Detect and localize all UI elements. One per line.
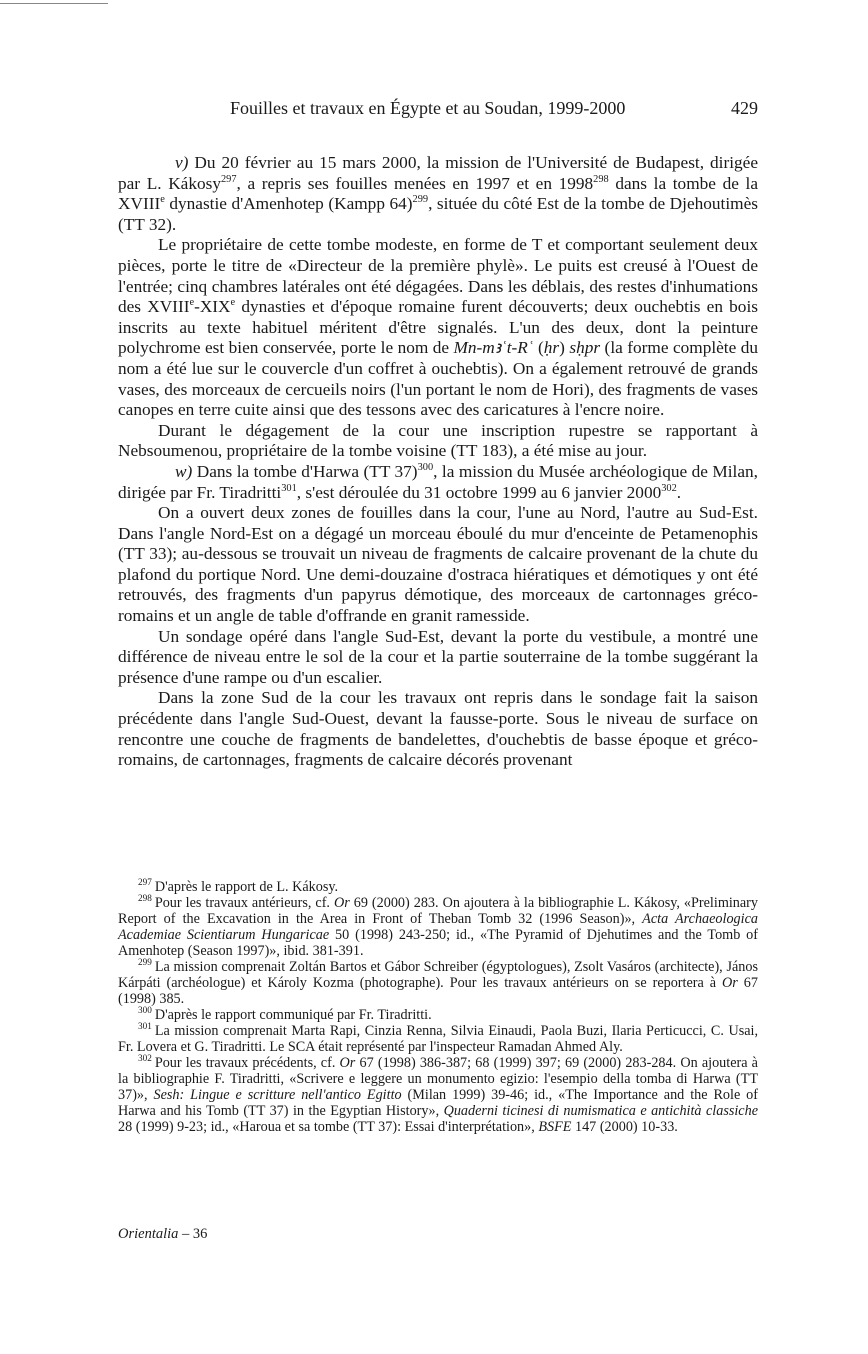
- journal-title: Sesh: Lingue e scritture nell'antico Egitto: [153, 1087, 402, 1103]
- footnote-300: $^{300}$ D'après le rapport communiqué par Fr. Tiradritti.: [138, 1005, 432, 1023]
- footnote-ref-300: 300: [417, 462, 434, 474]
- superscript-e: e: [160, 194, 165, 206]
- royal-name-part: ḥr: [543, 338, 560, 358]
- journal-title: BSFE: [538, 1119, 572, 1135]
- paragraph-sondage: Un sondage opéré dans l'angle Sud-Est, devant la porte du vestibule, a montré une différence de niveau entre le sol de la cour et la partie souterraine de la tombe suggérant la présence d'une rampe ou d'un escalier.: [118, 626, 758, 687]
- footnote-ref-297: 297: [221, 173, 237, 185]
- running-title: Fouilles et travaux en Égypte et au Soudan, 1999-2000: [230, 98, 626, 118]
- body-text: [118, 153, 758, 771]
- footnote-299: $^{299}$ La mission comprenait Zoltán Bartos et Gábor Schreiber (égyptologues), Zsolt Vasáros (architecte), János Kárpáti (archéologue) et Károly Kozma (photographe). Pour les travaux antérieurs on se reportera à Or 67 (1998) 385.: [118, 957, 758, 1007]
- paragraph-zones: On a ouvert deux zones de fouilles dans la cour, l'une au Nord, l'autre au Sud-Est. Dans l'angle Nord-Est on a dégagé un morceau éboulé du mur d'enceinte de Petamenophis (TT 33); au-dessous se trouvait un niveau de fragments de calcaire provenant de la chute du plafond du portique Nord. Une demi-douzaine d'ostraca hiératiques et démotiques y ont été retrouvés, des fragments d'un papyrus démotique, des morceaux de cartonnages gréco-romains et un angle de table d'offrande en granit ramesside.: [118, 503, 758, 626]
- paragraph-owner: Le propriétaire de cette tombe modeste, en forme de T et comportant seulement deux pièces, porte le titre de «Directeur de la première phylè». Le puits est creusé à l'Ouest de l'entrée; cinq chambres latérales ont été dégagées. Dans les déblais, des restes d'inhumations des XVIIIe-XIXe dynasties et d'époque romaine furent découverts; deux ouchebtis en bois inscrits au texte habituel méritent d'être signalés. L'un des deux, dont la peinture polychrome est bien conservée, porte le nom de Mn-mꜣʿt-Rʿ (ḥr) sḥpr (la forme complète du nom a été lue sur le couvercle d'un coffret à ouchebtis). On a également retrouvé de grands vases, des morceaux de cercueils noirs (l'un portant le nom de Hori), des fragments de vases canopes en terre cuite ainsi que des tessons avec des caricatures à l'encre noire.: [118, 235, 759, 420]
- corner-rule: [0, 3, 108, 4]
- footnote-ref-298: 298: [593, 173, 609, 185]
- journal-title: Acta Archaeologica Academiae Scientiarum Hungaricae: [118, 911, 758, 943]
- paragraph-w: w) Dans la tombe d'Harwa (TT 37)$^{300}$, la mission du Musée archéologique de Milan, dirigée par Fr. Tiradritti$^{301}$, s'est déroulée du 31 octobre 1999 au 6 janvier 2000$^{302}$.: [118, 461, 758, 502]
- superscript-e: e: [189, 297, 195, 309]
- footnote-ref-299: 299: [412, 194, 429, 206]
- footer-separator: –: [178, 1226, 193, 1242]
- paragraph-inscription: Durant le dégagement de la cour une inscription rupestre se rapportant à Nebsoumenou, propriétaire de la tombe voisine (TT 183), a été mise au jour.: [118, 420, 758, 461]
- footnote-298: $^{298}$ Pour les travaux antérieurs, cf. Or 69 (2000) 283. On ajoutera à la bibliographie L. Kákosy, «Preliminary Report of the Excavation in the Area in Front of Theban Tomb 32 (1996 Season)», Acta Archaeologica Academiae Scientiarum Hungaricae 50 (1998) 243-250; id., «The Pyramid of Djehutimes and the Tomb of Amenhotep (Season 1997)», ibid. 381-391.: [118, 893, 759, 959]
- footnotes: [118, 879, 758, 1135]
- page-number: 429: [731, 98, 758, 118]
- footnote-297: $^{297}$ D'après le rapport de L. Kákosy.: [138, 877, 339, 895]
- page-footer: [118, 1226, 207, 1243]
- superscript-e: e: [230, 297, 236, 309]
- footnote-ref-302: 302: [661, 482, 677, 494]
- paragraph-south-zone: Dans la zone Sud de la cour les travaux ont repris dans le sondage fait la saison précédente dans l'angle Sud-Ouest, devant la fausse-porte. Sous le niveau de surface on rencontre une couche de fragments de bandelettes, d'ouchebtis de basse époque et gréco-romains, de cartonnages, fragments de calcaire décorés provenant: [118, 688, 758, 770]
- running-header: [118, 98, 758, 122]
- royal-name: Mn-mꜣʿt-Rʿ: [453, 338, 534, 358]
- footnote-ref-301: 301: [281, 482, 297, 494]
- footnote-301: $^{301}$ La mission comprenait Marta Rapi, Cinzia Renna, Silvia Einaudi, Paola Buzi, Ilaria Perticucci, C. Usai, Fr. Lovera et G. Tiradritti. Le SCA était représenté par l'inspecteur Ramadan Ahmed Aly.: [118, 1021, 758, 1055]
- journal-title: Quaderni ticinesi di numismatica e antichità classiche: [443, 1103, 758, 1119]
- footer-journal: Orientalia: [118, 1226, 179, 1242]
- section-label-w: w): [175, 461, 193, 481]
- footnote-302: $^{302}$ Pour les travaux précédents, cf. Or 67 (1998) 386-387; 68 (1999) 397; 69 (2000) 283-284. On ajoutera à la bibliographie F. Tiradritti, «Scrivere e leggere un monumento egizio: l'esempio della tomba di Harwa (TT 37)», Sesh: Lingue e scritture nell'antico Egitto (Milan 1999) 39-46; id., «The Importance and the Role of Harwa and his Tomb (TT 37) in the Egyptian History», Quaderni ticinesi di numismatica e antichità classiche 28 (1999) 9-23; id., «Haroua et sa tombe (TT 37): Essai d'interprétation», BSFE 147 (2000) 10-33.: [118, 1053, 759, 1135]
- royal-name-part: sḥpr: [569, 338, 601, 358]
- paragraph-v: v) Du 20 février au 15 mars 2000, la mission de l'Université de Budapest, dirigée par L. Kákosy$^{297}$, a repris ses fouilles menées en 1997 et en 1998$^{298}$ dans la tombe de la XVIIIe dynastie d'Amenhotep (Kampp 64)$^{299}$, située du côté Est de la tombe de Djehoutimès (TT 32).: [118, 153, 758, 234]
- footer-number: 36: [192, 1226, 208, 1242]
- section-label-v: v): [175, 153, 189, 172]
